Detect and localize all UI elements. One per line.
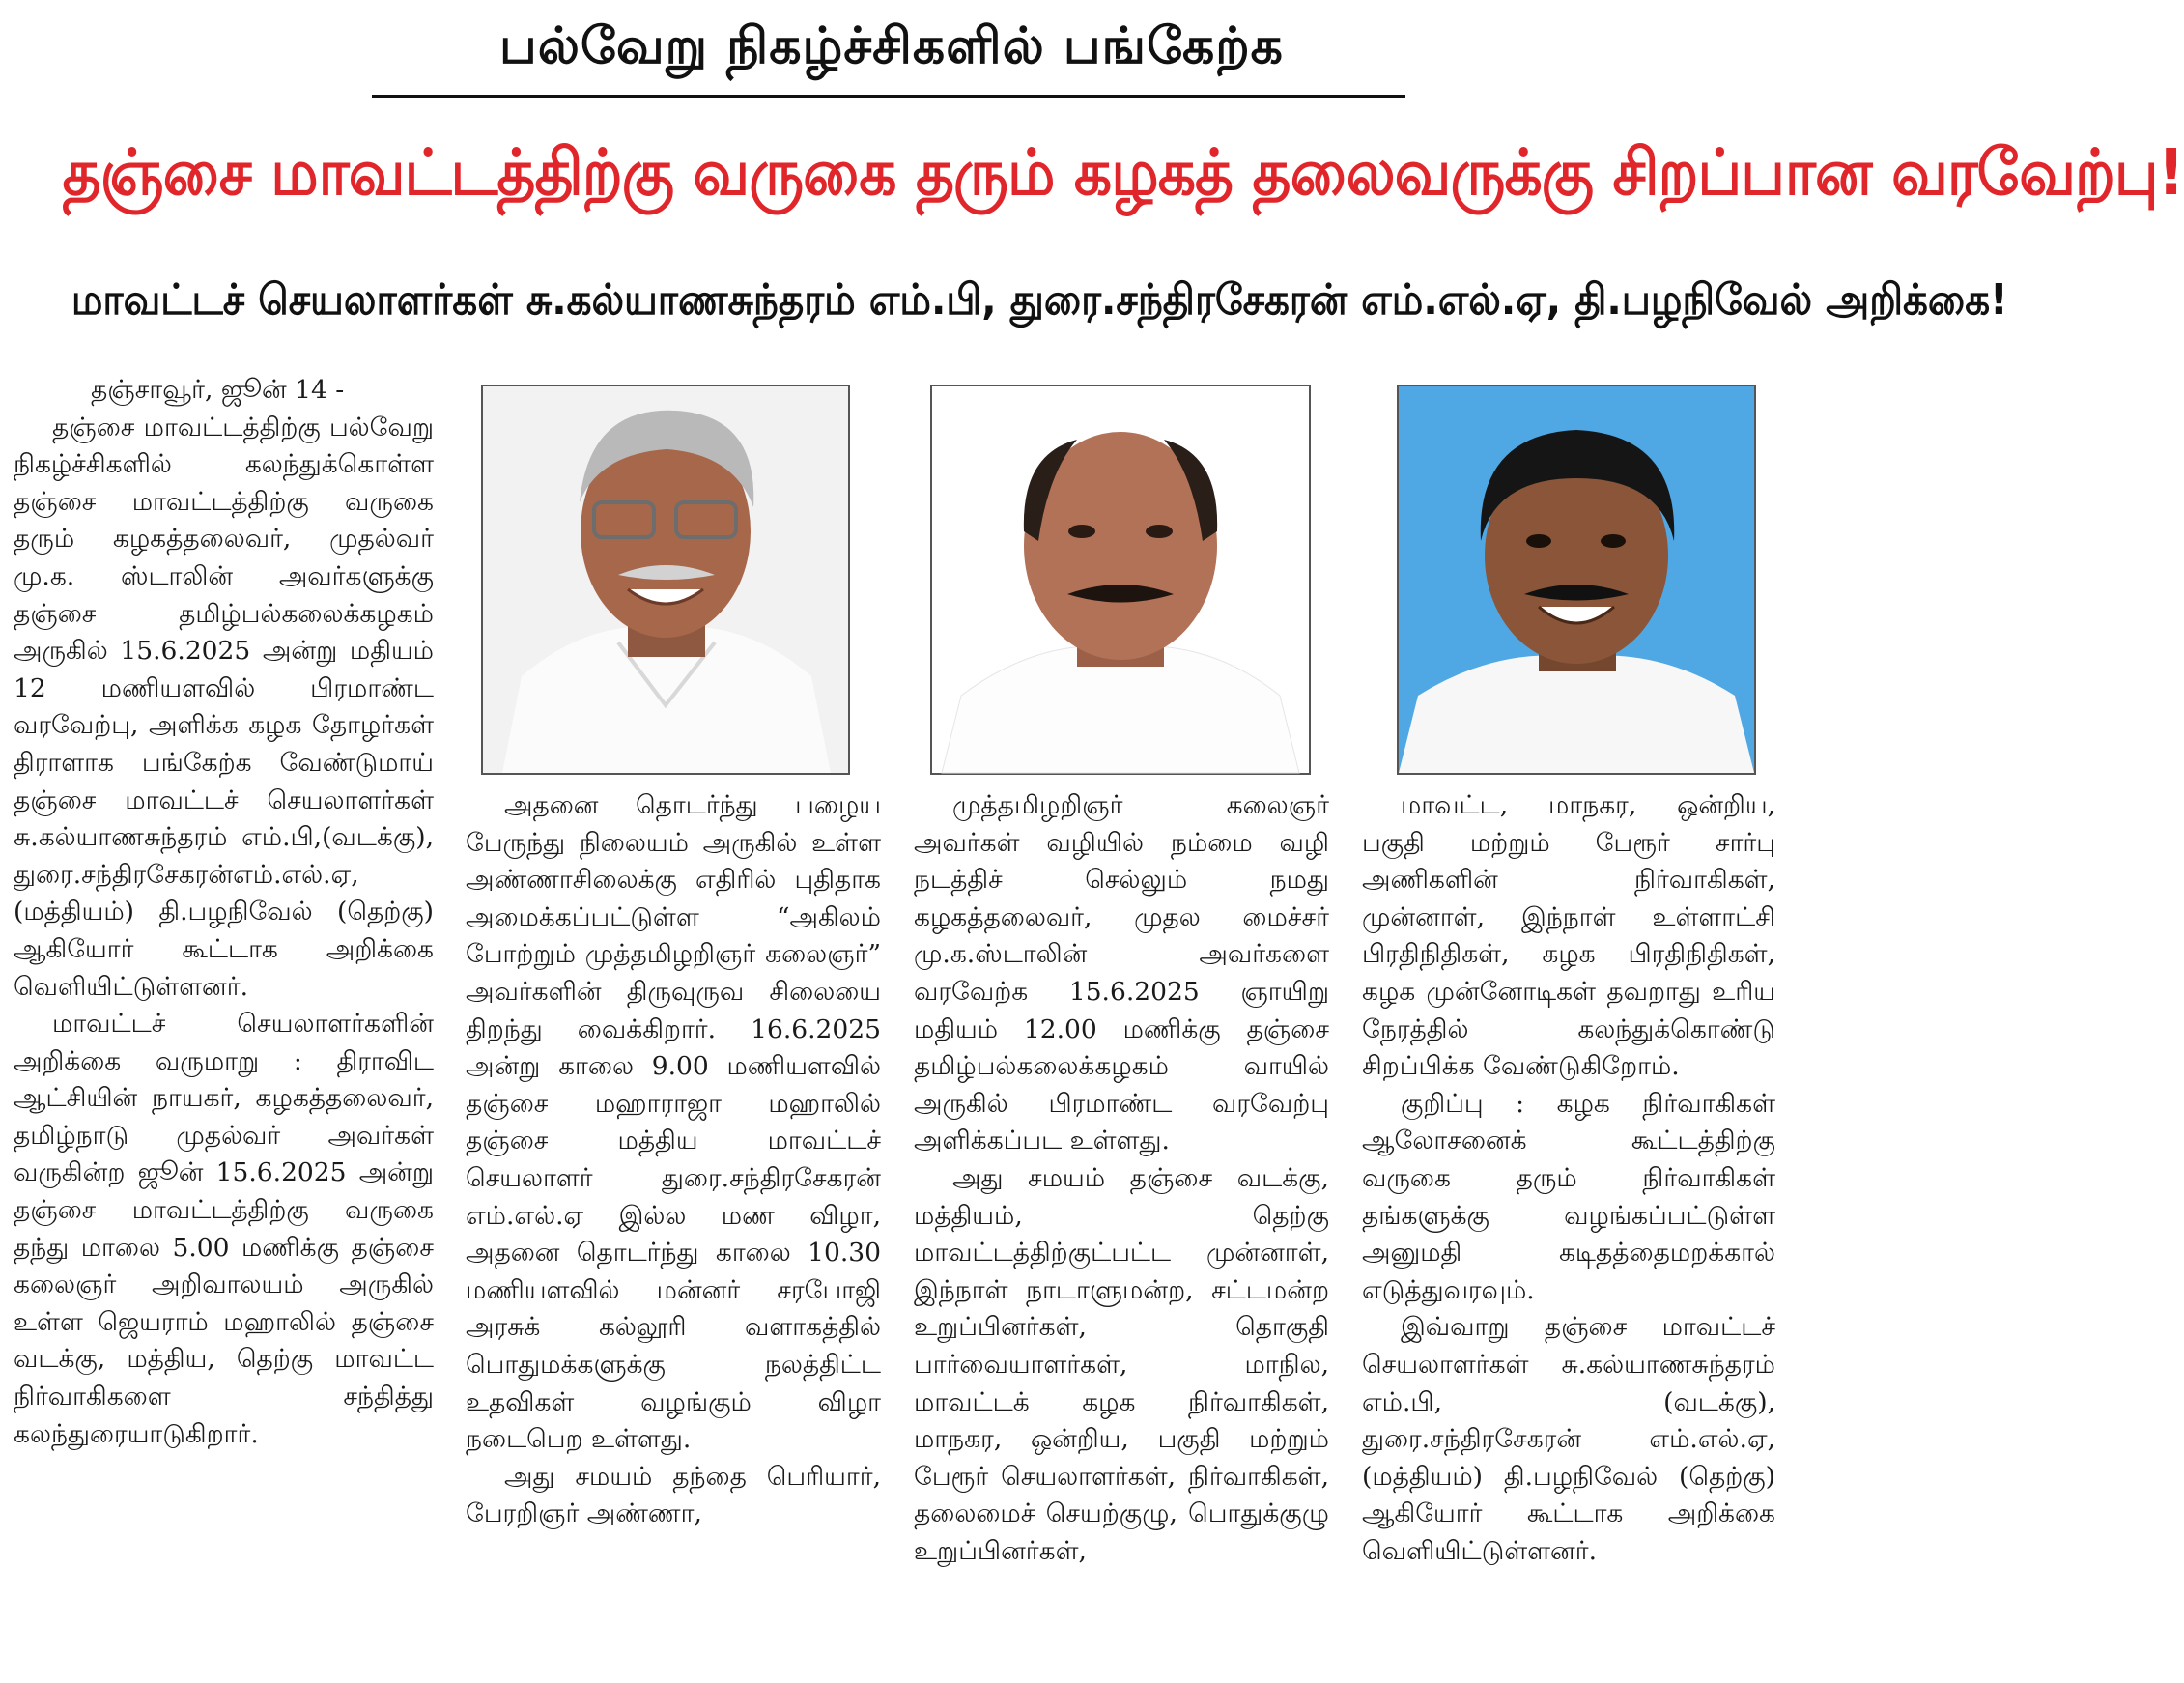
portrait-photo-chandrasekaran	[930, 385, 1311, 775]
article-column-2	[466, 787, 881, 1533]
paragraph: மாவட்டச் செயலாளர்களின் அறிக்கை வருமாறு : திராவிட ஆட்சியின் நாயகர், கழகத்தலைவர், தமிழ்நாடு முதல்வர் அவர்கள் வருகின்ற ஜூன் 15.6.2025 அன்று தஞ்சை மாவட்டத்திற்கு வருகை தந்து மாலை 5.00 மணிக்கு தஞ்சை கலைஞர் அறிவாலயம் அருகில் உள்ள ஜெயராம் மஹாலில் தஞ்சை வடக்கு, மத்திய, தெற்கு மாவட்ட நிர்வாகிகளை சந்தித்து கலந்துரையாடுகிறார்.	[14, 1009, 434, 1449]
eye	[1601, 534, 1626, 548]
kicker-heading: பல்வேறு நிகழ்ச்சிகளில் பங்கேற்க	[499, 17, 1284, 75]
subheadline: மாவட்டச் செயலாளர்கள் சு.கல்யாணசுந்தரம் எம்.பி, துரை.சந்திரசேகரன் எம்.எல்.ஏ, தி.பழநிவேல் அறிக்கை!	[71, 275, 2008, 325]
article-column-3	[914, 787, 1329, 1570]
paragraph: அது சமயம் தஞ்சை வடக்கு, மத்தியம், தெற்கு மாவட்டத்திற்குட்பட்ட முன்னாள், இந்நாள் நாடாளுமன்ற, சட்டமன்ற உறுப்பினர்கள், தொகுதி பார்வையாளர்கள், மாநில, மாவட்டக் கழக நிர்வாகிகள், மாநகர, ஒன்றிய, பகுதி மற்றும் பேரூர் செயலாளர்கள், நிர்வாகிகள், தலைமைச் செயற்குழு, பொதுக்குழு உறுப்பினர்கள்,	[914, 1162, 1329, 1566]
article-column-4	[1362, 787, 1775, 1570]
paragraph: தஞ்சை மாவட்டத்திற்கு பல்வேறு நிகழ்ச்சிகளில் கலந்துக்கொள்ள தஞ்சை மாவட்டத்திற்கு வருகை தரும் கழகத்தலைவர், முதல்வர் மு.க. ஸ்டாலின் அவர்களுக்கு தஞ்சை தமிழ்பல்கலைக்கழகம் அருகில் 15.6.2025 அன்று மதியம் 12 மணியளவில் பிரமாண்ட வரவேற்பு, அளிக்க கழக தோழர்கள் திராளாக பங்கேற்க வேண்டுமாய் தஞ்சை மாவட்டச் செயலாளர்கள் சு.கல்யாணசுந்தரம் எம்.பி,(வடக்கு), துரை.சந்திரசேகரன்எம்.எல்.ஏ, (மத்தியம்) தி.பழநிவேல் (தெற்கு) ஆகியோர் கூட்டாக அறிக்கை வெளியிட்டுள்ளனர்.	[14, 412, 434, 1002]
headline: தஞ்சை மாவட்டத்திற்கு வருகை தரும் கழகத் தலைவருக்கு சிறப்பான வரவேற்பு!	[62, 135, 2184, 210]
paragraph: இவ்வாறு தஞ்சை மாவட்டச் செயலாளர்கள் சு.கல்யாணசுந்தரம் எம்.பி, (வடக்கு), துரை.சந்திரசேகரன் எம்.எல்.ஏ, (மத்தியம்) தி.பழநிவேல் (தெற்கு) ஆகியோர் கூட்டாக அறிக்கை வெளியிட்டுள்ளனர்.	[1362, 1312, 1775, 1566]
portrait-photo-kalyanasundaram	[481, 385, 850, 775]
eye	[1526, 534, 1551, 548]
eye	[1146, 525, 1173, 538]
paragraph: முத்தமிழறிஞர் கலைஞர் அவர்கள் வழியில் நம்மை வழி நடத்திச் செல்லும் நமது கழகத்தலைவர், முதல மைச்சர் மு.க.ஸ்டாலின் அவர்களை வரவேற்க 15.6.2025 ஞாயிறு மதியம் 12.00 மணிக்கு தஞ்சை தமிழ்பல்கலைக்கழகம் வாயில் அருகில் பிரமாண்ட வரவேற்பு அளிக்கப்பட உள்ளது.	[914, 790, 1329, 1156]
article-column-1	[14, 372, 434, 1453]
paragraph: அதனை தொடர்ந்து பழைய பேருந்து நிலையம் அருகில் உள்ள அண்ணாசிலைக்கு எதிரில் புதிதாக அமைக்கப்பட்டுள்ள “அகிலம் போற்றும் முத்தமிழறிஞர் கலைஞர்” அவர்களின் திருவுருவ சிலையை திறந்து வைக்கிறார். 16.6.2025 அன்று காலை 9.00 மணியளவில் தஞ்சை மஹாராஜா மஹாலில் தஞ்சை மத்திய மாவட்டச் செயலாளர் துரை.சந்திரசேகரன் எம்.எல்.ஏ இல்ல மண விழா, அதனை தொடர்ந்து காலை 10.30 மணியளவில் மன்னர் சரபோஜி அரசுக் கல்லூரி வளாகத்தில் பொதுமக்களுக்கு நலத்திட்ட உதவிகள் வழங்கும் விழா நடைபெற உள்ளது.	[466, 790, 881, 1455]
portrait-photo-pazhanivel	[1397, 385, 1756, 775]
kicker-underline	[372, 95, 1405, 98]
paragraph: அது சமயம் தந்தை பெரியார், பேரறிஞர் அண்ணா,	[466, 1461, 881, 1529]
note-paragraph: குறிப்பு : கழக நிர்வாகிகள் ஆலோசனைக் கூட்டத்திற்கு வருகை தரும் நிர்வாகிகள் தங்களுக்கு வழங்கப்பட்டுள்ள அனுமதி கடிதத்தைமறக்கால் எடுத்துவரவும்.	[1362, 1088, 1775, 1305]
paragraph: மாவட்ட, மாநகர, ஒன்றிய, பகுதி மற்றும் பேரூர் சார்பு அணிகளின் நிர்வாகிகள், முன்னாள், இந்நாள் உள்ளாட்சி பிரதிநிதிகள், கழக பிரதிநிதிகள், கழக முன்னோடிகள் தவறாது உரிய நேரத்தில் கலந்துக்கொண்டு சிறப்பிக்க வேண்டுகிறோம்.	[1362, 790, 1775, 1082]
eye	[1068, 525, 1095, 538]
dateline: தஞ்சாவூர், ஜூன் 14 -	[91, 375, 345, 405]
